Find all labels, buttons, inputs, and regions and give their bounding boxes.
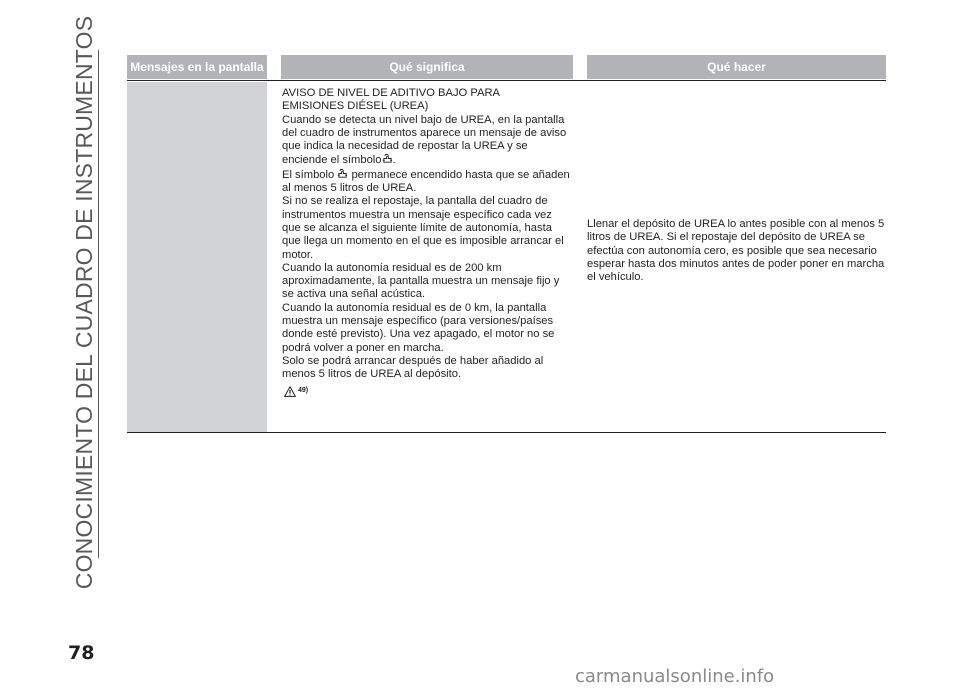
meaning-paragraph-6: Solo se podrá arrancar después de haber añadido al menos 5 litros de UREA al depósito. xyxy=(282,354,544,381)
side-divider xyxy=(98,50,99,558)
meaning-paragraph-1 xyxy=(282,114,572,168)
urea-tank-icon xyxy=(382,153,393,164)
table-bottom-rule xyxy=(127,432,886,433)
watermark: carmanualsonline.info xyxy=(575,666,775,687)
page-number: 78 xyxy=(68,642,95,664)
urea-tank-icon xyxy=(337,168,348,179)
header-que-hacer: Qué hacer xyxy=(587,55,886,79)
warning-title-line2: EMISIONES DIÉSEL (UREA) xyxy=(282,100,429,113)
warning-title-line1: AVISO DE NIVEL DE ADITIVO BAJO PARA xyxy=(282,87,501,99)
table-top-rule xyxy=(127,80,886,81)
warning-triangle-icon xyxy=(284,386,296,397)
header-que-significa: Qué significa xyxy=(281,55,573,79)
meaning-p1-text: Cuando se detecta un nivel bajo de UREA, en la pantalla del cuadro de instrumentos aparece un mensaje de aviso que indica la necesidad de repostar la UREA y se enciende el símbolo xyxy=(282,113,567,167)
meaning-p2-start: El símbolo xyxy=(282,168,335,181)
warning-reference xyxy=(284,384,572,397)
section-side-title xyxy=(70,15,100,590)
meaning-p2-end: permanece encendido hasta que se añaden al menos 5 litros de UREA. xyxy=(282,168,570,195)
meaning-paragraph-2 xyxy=(282,168,572,196)
meaning-p1-end: . xyxy=(392,154,396,167)
display-message-cell xyxy=(127,82,267,432)
section-title-text: CONOCIMIENTO DEL CUADRO DE INSTRUMENTOS xyxy=(71,15,98,590)
meaning-cell xyxy=(282,87,572,397)
meaning-paragraph-4: Cuando la autonomía residual es de 200 km aproximadamente, la pantalla muestra un mensaje fijo y se activa una señal acústica. xyxy=(282,261,560,301)
action-cell: Llenar el depósito de UREA lo antes posible con al menos 5 litros de UREA. Si el repostaje del depósito de UREA se efectúa con autonomía cero, es posible que sea necesario esperar hasta dos minutos antes de poder poner en marcha el vehículo. xyxy=(587,218,885,284)
meaning-paragraph-5: Cuando la autonomía residual es de 0 km, la pantalla muestra un mensaje específico (para versiones/países donde esté previsto). Una vez apagado, el motor no se podrá volver a poner en marcha. xyxy=(282,301,555,354)
header-mensajes: Mensajes en la pantalla xyxy=(127,55,267,79)
meaning-paragraph-3: Si no se realiza el repostaje, la pantalla del cuadro de instrumentos muestra un mensaje específico cada vez que se alcanza el siguiente límite de autonomía, hasta que llega un momento en el que es imposible arrancar el motor. xyxy=(282,195,564,261)
warning-ref-number: 49) xyxy=(298,386,309,394)
